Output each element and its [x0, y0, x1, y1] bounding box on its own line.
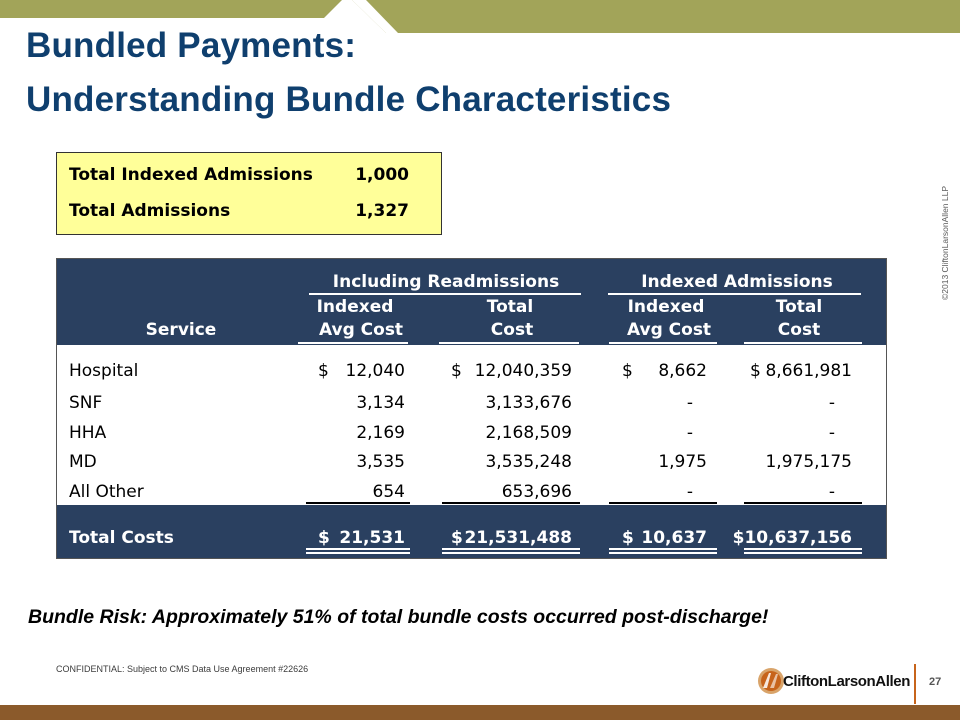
summary-label: Total Indexed Admissions	[69, 165, 313, 185]
confidential-notice: CONFIDENTIAL: Subject to CMS Data Use Agreement #22626	[56, 664, 309, 674]
total-double-rule	[306, 548, 410, 550]
col-underline	[298, 342, 408, 344]
currency-symbol: $	[318, 361, 329, 381]
total-double-rule	[744, 552, 862, 554]
cell-service: HHA	[69, 423, 107, 443]
col-header-4-line1: Total	[775, 297, 823, 317]
cell-value: 654	[372, 482, 405, 502]
total-double-rule	[744, 548, 862, 550]
summary-box	[56, 152, 442, 235]
currency-symbol: $	[451, 528, 463, 548]
total-value: 10,637	[641, 528, 707, 548]
cell-service: SNF	[69, 393, 103, 413]
cell-value: -	[828, 423, 835, 443]
currency-symbol: $	[750, 361, 761, 381]
summary-label: Total Admissions	[69, 201, 231, 221]
total-value: $10,637,156	[732, 528, 852, 548]
group-underline	[608, 293, 861, 295]
total-rule	[744, 502, 862, 504]
cell-value: 3,133,676	[485, 393, 572, 413]
cost-table	[56, 258, 887, 559]
cell-value: 3,535,248	[485, 452, 572, 472]
bundle-risk-note: Bundle Risk: Approximately 51% of total bundle costs occurred post-discharge!	[28, 606, 769, 628]
total-double-rule	[306, 552, 410, 554]
summary-value: 1,327	[355, 201, 409, 221]
col-header-1-line2: Avg Cost	[318, 320, 404, 340]
currency-symbol: $	[622, 528, 634, 548]
cell-value: 2,169	[356, 423, 405, 443]
total-rule	[609, 502, 717, 504]
cell-value: 1,975	[658, 452, 707, 472]
col-underline	[609, 342, 717, 344]
currency-symbol: $	[451, 361, 462, 381]
currency-symbol: $	[622, 361, 633, 381]
summary-value: 1,000	[355, 165, 409, 185]
col-underline	[439, 342, 579, 344]
cell-service: MD	[69, 452, 97, 472]
page-title-line-1: Bundled Payments:	[26, 26, 357, 65]
total-double-rule	[442, 548, 580, 550]
cell-value: -	[828, 393, 835, 413]
group-header-readmissions: Including Readmissions	[332, 272, 560, 292]
cell-value: -	[686, 482, 693, 502]
total-label: Total Costs	[69, 528, 174, 548]
cell-value: 3,535	[356, 452, 405, 472]
group-header-indexed: Indexed Admissions	[641, 272, 833, 292]
total-value: 21,531,488	[464, 528, 572, 548]
total-value: 21,531	[339, 528, 405, 548]
cell-value: 1,975,175	[765, 452, 852, 472]
col-underline	[744, 342, 862, 344]
total-rule	[442, 502, 580, 504]
cell-value: 8,661,981	[765, 361, 852, 381]
col-header-3-line2: Avg Cost	[626, 320, 712, 340]
col-header-4-line2: Cost	[777, 320, 821, 340]
col-header-2-line1: Total	[486, 297, 534, 317]
total-double-rule	[609, 552, 717, 554]
col-header-3-line1: Indexed	[627, 297, 705, 317]
total-double-rule	[442, 552, 580, 554]
company-logo-text: CliftonLarsonAllen	[783, 673, 910, 690]
cell-value: -	[686, 423, 693, 443]
col-header-2-line2: Cost	[490, 320, 534, 340]
copyright-notice: ©2013 CliftonLarsonAllen LLP	[940, 185, 950, 300]
cell-value: 3,134	[356, 393, 405, 413]
col-header-service: Service	[145, 320, 217, 340]
col-header-1-line1: Indexed	[316, 297, 394, 317]
cell-value: 653,696	[501, 482, 572, 502]
cell-service: Hospital	[69, 361, 139, 381]
total-rule	[306, 502, 410, 504]
cell-value: 8,662	[658, 361, 707, 381]
total-double-rule	[609, 548, 717, 550]
cell-value: -	[686, 393, 693, 413]
cell-service: All Other	[69, 482, 144, 502]
cell-value: 12,040,359	[474, 361, 572, 381]
footer-divider	[914, 664, 916, 704]
cell-value: 2,168,509	[485, 423, 572, 443]
page-number: 27	[929, 676, 942, 688]
page-title-line-2: Understanding Bundle Characteristics	[26, 80, 672, 119]
group-underline	[309, 293, 581, 295]
cell-value: -	[828, 482, 835, 502]
bottom-band	[0, 705, 960, 720]
currency-symbol: $	[318, 528, 330, 548]
cell-value: 12,040	[345, 361, 405, 381]
